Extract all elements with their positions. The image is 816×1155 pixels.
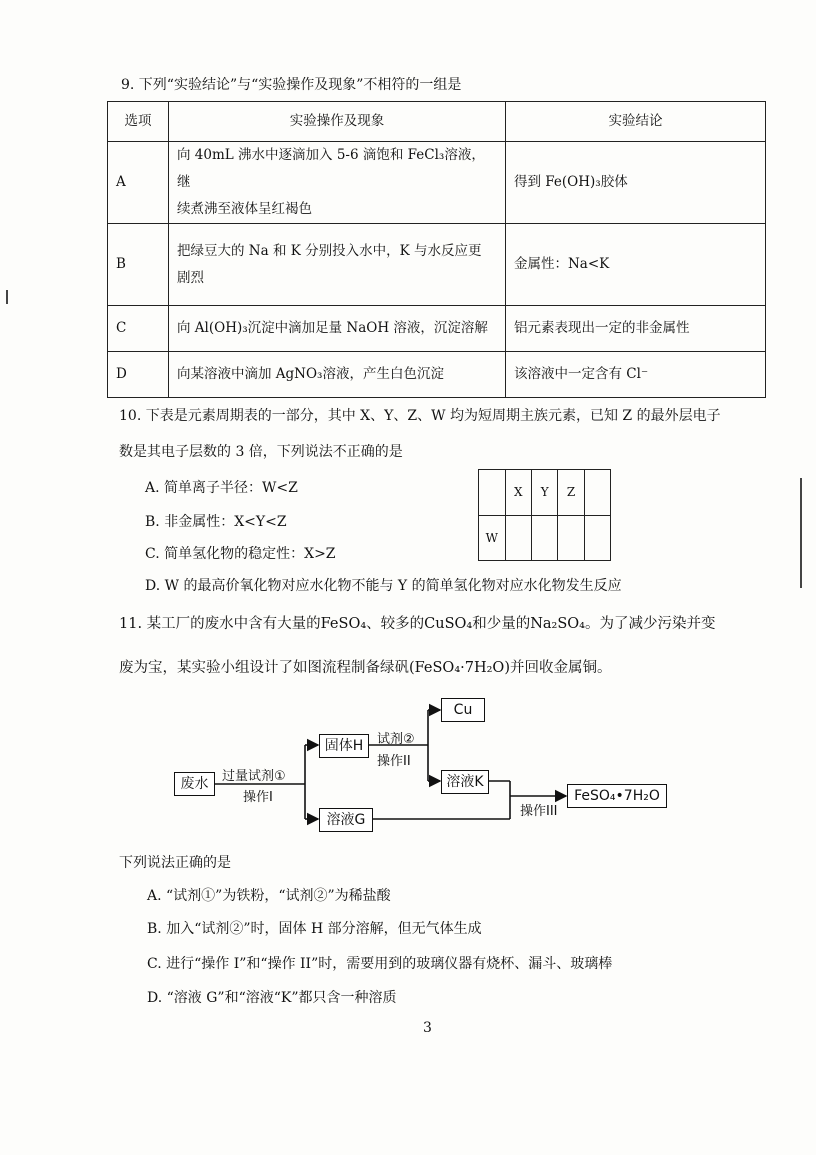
solution-k-box: 溶液K <box>441 770 489 794</box>
q10-option-c: C. 简单氢化物的稳定性：X>Z <box>145 546 336 562</box>
row-operation: 向 Al(OH)₃沉淀中滴加足量 NaOH 溶液，沉淀溶解 <box>169 306 506 352</box>
q11-stem-line1: 11. 某工厂的废水中含有大量的FeSO₄、较多的CuSO₄和少量的Na₂SO₄。为了减少污染并变 <box>119 616 716 632</box>
grid-cell: X <box>505 470 531 516</box>
q10-stem-line2: 数是其电子层数的 3 倍，下列说法不正确的是 <box>119 444 403 460</box>
row-option: C <box>108 306 169 352</box>
grid-cell: Z <box>558 470 584 516</box>
page-number: 3 <box>423 1020 432 1036</box>
cu-box: Cu <box>441 698 485 722</box>
reagent1-label: 过量试剂① <box>222 769 286 784</box>
op1-label: 操作I <box>243 790 273 805</box>
header-option: 选项 <box>108 102 169 142</box>
header-conclusion: 实验结论 <box>506 102 766 142</box>
operation-line: 续煮沸至液体呈红褐色 <box>177 201 312 217</box>
q11-option-c: C. 进行“操作 I”和“操作 II”时，需要用到的玻璃仪器有烧杯、漏斗、玻璃棒 <box>147 956 613 972</box>
q10-option-a: A. 简单离子半径：W<Z <box>145 480 298 496</box>
row-option: B <box>108 224 169 306</box>
q10-stem-line1: 10. 下表是元素周期表的一部分，其中 X、Y、Z、W 均为短周期主族元素，已知 Z 的最外层电子 <box>119 408 721 424</box>
op2-label: 操作II <box>377 754 411 769</box>
row-conclusion: 该溶液中一定含有 Cl⁻ <box>506 352 766 398</box>
q10-option-b: B. 非金属性：X<Y<Z <box>145 514 287 530</box>
q10-option-d: D. W 的最高价氧化物对应水化物不能与 Y 的简单氢化物对应水化物发生反应 <box>145 578 622 594</box>
q9-stem: 9. 下列“实验结论”与“实验操作及现象”不相符的一组是 <box>121 77 462 93</box>
row-operation: 向某溶液中滴加 AgNO₃溶液，产生白色沉淀 <box>169 352 506 398</box>
solid-h-box: 固体H <box>319 734 369 758</box>
grid-cell: Y <box>531 470 557 516</box>
row-option: A <box>108 142 169 224</box>
product-box: FeSO₄•7H₂O <box>567 784 667 808</box>
grid-cell: W <box>479 515 506 561</box>
reagent2-label: 试剂② <box>377 732 415 747</box>
header-operation: 实验操作及现象 <box>169 102 506 142</box>
row-conclusion: 得到 Fe(OH)₃胶体 <box>506 142 766 224</box>
waste-water-box: 废水 <box>174 772 215 796</box>
op3-label: 操作III <box>520 804 558 819</box>
q11-option-b: B. 加入“试剂②”时，固体 H 部分溶解，但无气体生成 <box>147 921 482 937</box>
q11-option-d: D. “溶液 G”和“溶液“K”都只含一种溶质 <box>147 990 397 1006</box>
row-conclusion: 铝元素表现出一定的非金属性 <box>506 306 766 352</box>
solution-g-box: 溶液G <box>319 808 373 832</box>
scan-margin-mark <box>800 478 802 588</box>
operation-line: 把绿豆大的 Na 和 K 分别投入水中，K 与水反应更 <box>177 242 482 259</box>
row-option: D <box>108 352 169 398</box>
operation-line: 向 40mL 沸水中逐滴加入 5-6 滴饱和 FeCl₃溶液，继 <box>177 147 485 190</box>
operation-line: 剧烈 <box>177 269 204 286</box>
scan-margin-mark <box>6 290 8 304</box>
q11-prompt: 下列说法正确的是 <box>119 855 231 871</box>
row-conclusion: 金属性：Na<K <box>506 224 766 306</box>
q11-stem-line2: 废为宝，某实验小组设计了如图流程制备绿矾(FeSO₄·7H₂O)并回收金属铜。 <box>119 660 612 676</box>
q11-option-a: A. “试剂①”为铁粉，“试剂②”为稀盐酸 <box>147 888 391 904</box>
